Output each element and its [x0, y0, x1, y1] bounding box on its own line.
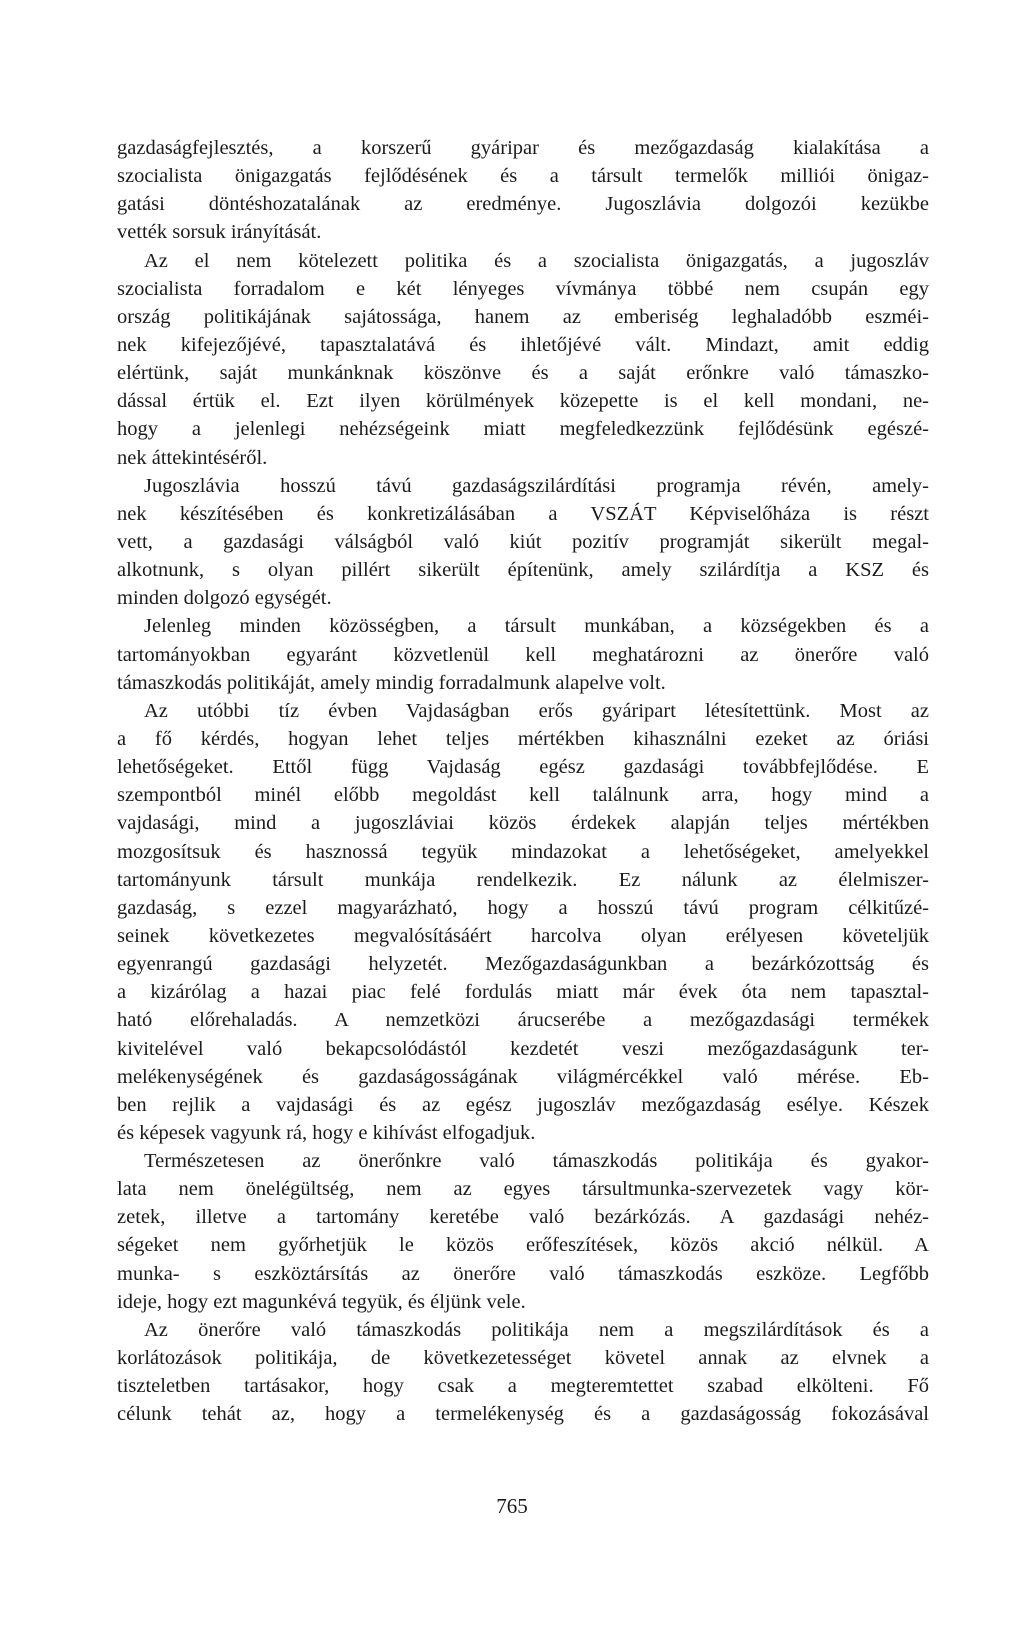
text-line: vajdasági, mind a jugoszláviai közös érdekek alapján teljes mértékben — [117, 812, 929, 835]
text-line: tartományokban egyaránt közvetlenül kell meghatározni az önerőre való — [117, 643, 929, 666]
text-line: ható előrehaladás. A nemzetközi árucserébe a mezőgazdasági termékek — [117, 1009, 929, 1032]
text-line: dással értük el. Ezt ilyen körülmények közepette is el kell mondani, ne- — [117, 390, 929, 413]
text-line: egyenrangú gazdasági helyzetét. Mezőgazdaságunkban a bezárkózottság és — [117, 953, 929, 976]
text-line: Az el nem kötelezett politika és a szocialista önigazgatás, a jugoszláv — [144, 249, 929, 272]
text-line: vették sorsuk irányítását. — [117, 221, 322, 244]
text-line: gatási döntéshozatalának az eredménye. Jugoszlávia dolgozói kezükbe — [117, 193, 929, 216]
text-line: tiszteletben tartásakor, hogy csak a megteremtettet szabad elkölteni. Fő — [117, 1375, 929, 1398]
text-line: Természetesen az önerőnkre való támaszkodás politikája és gyakor- — [144, 1150, 929, 1173]
text-line: munka- s eszköztársítás az önerőre való támaszkodás eszköze. Legfőbb — [117, 1262, 929, 1285]
text-line: alkotnunk, s olyan pillért sikerült építenünk, amely szilárdítja a KSZ és — [117, 559, 929, 582]
text-line: nek kifejezőjévé, tapasztalatává és ihletőjévé vált. Mindazt, amit eddig — [117, 333, 929, 356]
text-line: kivitelével való bekapcsolódástól kezdetét veszi mezőgazdaságunk ter- — [117, 1037, 929, 1060]
text-line: mozgosítsuk és hasznossá tegyük mindazokat a lehetőségeket, amelyekkel — [117, 840, 929, 863]
text-line: szempontból minél előbb megoldást kell találnunk arra, hogy mind a — [117, 784, 929, 807]
text-line: Jelenleg minden közösségben, a társult munkában, a községekben és a — [144, 615, 929, 638]
text-line: ideje, hogy ezt magunkévá tegyük, és éljünk vele. — [117, 1290, 526, 1313]
text-line: gazdaságfejlesztés, a korszerű gyáripar és mezőgazdaság kialakítása a — [117, 137, 929, 159]
text-line: minden dolgozó egységét. — [117, 587, 332, 610]
text-line: seinek következetes megvalósításáért harcolva olyan erélyesen követeljük — [117, 924, 929, 947]
text-line: ben rejlik a vajdasági és az egész jugoszláv mezőgazdaság esélye. Készek — [117, 1093, 929, 1116]
text-line: szocialista forradalom e két lényeges vívmánya többé nem csupán egy — [117, 277, 929, 300]
text-line: és képesek vagyunk rá, hogy e kihívást elfogadjuk. — [117, 1121, 536, 1144]
text-line: hogy a jelenlegi nehézségeink miatt megfeledkezzünk fejlődésünk egészé- — [117, 418, 929, 441]
text-line: célunk tehát az, hogy a termelékenység és a gazdaságosság fokozásával — [117, 1403, 929, 1426]
text-line: Jugoszlávia hosszú távú gazdaságszilárdítási programja révén, amely- — [144, 474, 929, 497]
text-line: támaszkodás politikáját, amely mindig forradalmunk alapelve volt. — [117, 671, 666, 694]
body-text — [117, 134, 929, 1428]
text-line: ország politikájának sajátossága, hanem az emberiség leghaladóbb eszméi- — [117, 305, 929, 328]
text-line: a kizárólag a hazai piac felé fordulás miatt már évek óta nem tapasztal- — [117, 981, 929, 1004]
text-line: nek áttekintéséről. — [117, 446, 268, 469]
text-line: ségeket nem győrhetjük le közös erőfeszítések, közös akció nélkül. A — [117, 1234, 929, 1257]
text-line: lata nem önelégültség, nem az egyes társultmunka-szervezetek vagy kör- — [117, 1178, 929, 1201]
text-line: a fő kérdés, hogyan lehet teljes mértékben kihasználni ezeket az óriási — [117, 727, 929, 750]
text-line: lehetőségeket. Ettől függ Vajdaság egész gazdasági továbbfejlődése. E — [117, 756, 929, 779]
text-line: Az önerőre való támaszkodás politikája nem a megszilárdítások és a — [144, 1318, 929, 1341]
text-line: vett, a gazdasági válságból való kiút pozitív programját sikerült megal- — [117, 530, 929, 553]
text-line: nek készítésében és konkretizálásában a VSZÁT Képviselőháza is részt — [117, 502, 929, 525]
text-line: korlátozások politikája, de következetességet követel annak az elvnek a — [117, 1347, 929, 1370]
text-line: tartományunk társult munkája rendelkezik. Ez nálunk az élelmiszer- — [117, 868, 929, 891]
text-line: Az utóbbi tíz évben Vajdaságban erős gyáripart létesítettünk. Most az — [144, 699, 929, 722]
page-number: 765 — [496, 1494, 528, 1518]
text-line: szocialista önigazgatás fejlődésének és a társult termelők milliói önigaz- — [117, 165, 929, 188]
text-line: gazdaság, s ezzel magyarázható, hogy a hosszú távú program célkitűzé- — [117, 896, 929, 919]
text-line: zetek, illetve a tartomány keretébe való bezárkózás. A gazdasági nehéz- — [117, 1206, 929, 1229]
text-line: melékenységének és gazdaságosságának világmércékkel való mérése. Eb- — [117, 1065, 929, 1088]
text-line: elértünk, saját munkánknak köszönve és a saját erőnkre való támaszko- — [117, 362, 929, 385]
